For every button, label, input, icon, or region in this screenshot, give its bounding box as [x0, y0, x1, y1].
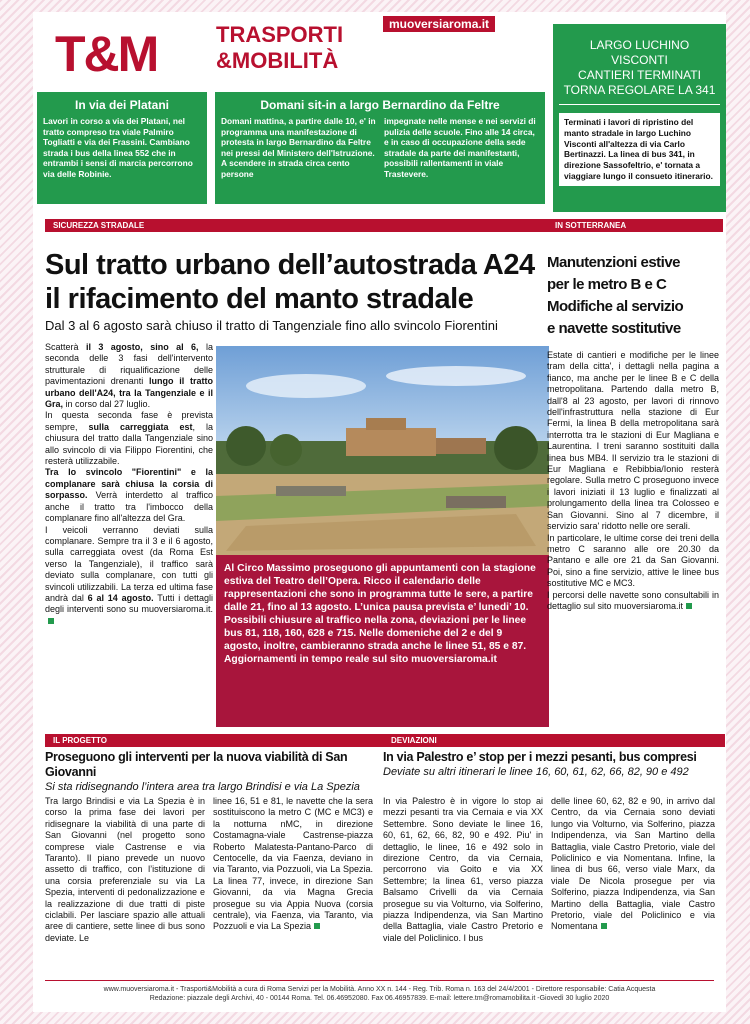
circo-massimo-photo [216, 346, 549, 555]
end-square-icon [314, 923, 320, 929]
box-visconti-inner [559, 113, 720, 186]
sotterranea-headline [547, 252, 722, 340]
deviazioni-subtitle: Deviate su altri itinerari le linee 16, 60, 61, 62, 66, 82, 90 e 492 [383, 766, 689, 778]
footer-line1: www.muoversiaroma.it - Trasporti&Mobilità a cura di Roma Servizi per la Mobilità. Anno XX n. 144 - Reg. Trib. Roma n. 163 del 24/4/2001 - Direttore responsabile: Catia Acquesta [103, 986, 656, 993]
sotterranea-title-l2: per le metro B e C [547, 276, 667, 293]
main-body [45, 342, 213, 627]
main-headline [45, 248, 550, 316]
logo-line2: &MOBILITÀ [216, 48, 339, 73]
main-p2: In questa seconda fase è prevista sempre, sulla carreggiata est, la chiusura del tratto dalla Tangenziale sino allo svincolo di via Filippo Fiorentini, che resterà utilizzabile. [45, 410, 214, 467]
box-feltre [215, 92, 545, 204]
site-tag[interactable]: muoversiaroma.it [383, 16, 495, 32]
deviazioni-col1 [383, 796, 543, 944]
deviazioni-col2 [551, 796, 715, 933]
main-p1: Scatterà il 3 agosto, sino al 6, la seconda delle 3 fasi dell'intervento strutturale di riqualificazione delle pavimentazioni drenanti lungo il tratto urbano dell'A24, tra la Tangenziale e il Gra, in corso dal 27 luglio. [45, 342, 213, 410]
progetto-col1-text: Tra largo Brindisi e via La Spezia è in corso la prima fase dei lavori per ridisegnare la viabilità di una parte di San Giovanni (nel progetto sono comprese viale Castrense e via Taranto). Il piano prevede un nuovo assetto di traffico, con l’istituzione di una corsia preferenziale su via La Spezia, interventi di pedonalizzazione e la realizzazione di due tratti di piste ciclabili. Per lasciare spazio alle attuali aree di cantiere, sette linee di bus sono deviate. Le [45, 796, 205, 943]
box-platani-text: Lavori in corso a via dei Platani, nel tratto compreso tra viale Palmiro Togliatti e via dei Frassini. Cambiano strada i bus della linea 552 che in entrambi i sensi di marcia percorrono via delle Robinie. [43, 116, 193, 179]
box-visconti-head [559, 28, 720, 105]
section-label: SICUREZZA STRADALE [53, 221, 145, 230]
box-visconti-text: Terminati i lavori di ripristino del manto stradale in largo Luchino Visconti all'altezza di via Carlo Bertinazzi. La linea di bus 341, in direzione Sassofeltrio, e' tornata a viaggiare lungo il consueto itinerario. [564, 117, 713, 181]
sotterranea-p3: I percorsi delle navette sono consultabili in dettaglio sul sito muoversiaroma.it [547, 589, 719, 611]
box-visconti-head-line1: LARGO LUCHINO VISCONTI [589, 38, 690, 67]
newspaper-page [33, 12, 726, 1012]
section-bar-sotterranea [547, 219, 723, 232]
circo-massimo-caption: Al Circo Massimo proseguono gli appuntamenti con la stagione estiva del Teatro dell’Opera. Ricco il calendario delle rappresentazioni che sono in programma tutte le sere, a partire dalle 21, fino al 13 agosto. L’unica pausa prevista e’ lunedi’ 10. Possibili chiusure al traffico nella zona, deviazioni per le linee bus 81, 118, 160, 628 e 715. Nelle domeniche del 2 e del 9 agosto, inoltre, cambieranno strada anche le linee 51, 85 e 87. Aggiornamenti in tempo reale sul sito muoversiaroma.it [216, 555, 549, 727]
main-headline-line1: Sul tratto urbano dell’autostrada A24 [45, 249, 535, 281]
box-feltre-title: Domani sit-in a largo Bernardino da Feltre [260, 98, 500, 112]
section-bar-progetto [45, 734, 391, 747]
deviazioni-col2-text: delle linee 60, 62, 82 e 90, in arrivo dal Centro, da via Cernaia sono deviati lungo via Volturno, via Solferino, piazza Indipendenza, via San Martino della Battaglia, viale Castro Pretorio, viale del Policlinico e via Nomentana. Infine, la linea di bus 66, verso viale Marx, da viale De Nicola prosegue per via Solferino, piazza Indipendenza, via San Martino della Battaglia, viale Castro Pretorio, viale del Policlinico e via Nomentana [551, 796, 715, 932]
main-p3: Tra lo svincolo "Fiorentini" e la complanare sarà chiusa la corsia di sorpasso. Verrà interdetto al traffico anche il tratto tra l'imbocco della complanare fino all'altezza del Gra. [45, 467, 213, 524]
progetto-title: Proseguono gli interventi per la nuova viabilità di San Giovanni [45, 750, 348, 779]
sotterranea-title-l4: e navette sostitutive [547, 320, 681, 337]
logo-words [216, 22, 343, 74]
end-square-icon [686, 603, 692, 609]
end-square-icon [601, 923, 607, 929]
main-headline-line2: il rifacimento del manto stradale [45, 283, 474, 315]
footer-line2: Redazione: piazzale degli Archivi, 40 - 00144 Roma. Tel. 06.46952080. Fax 06.46957839. E-mail: lettere.tm@romamobilita.it -Giovedì 30 luglio 2020 [149, 995, 610, 1002]
progetto-col2 [213, 796, 373, 933]
progetto-col1 [45, 796, 205, 944]
sotterranea-body [547, 350, 719, 612]
deviazioni-title: In via Palestro e’ stop per i mezzi pesanti, bus compresi [383, 750, 697, 764]
progetto-header [45, 750, 381, 794]
sotterranea-title-l3: Modifiche al servizio [547, 298, 684, 315]
sotterranea-p2: In particolare, le ultime corse dei treni della metro C saranno alle ore 20.30 da Pantano e alle ore 21 da San Giovanni. Poi, sino a fine servizio, attive le linee bus sostitutive MC e MC3. [547, 532, 719, 589]
main-subhead: Dal 3 al 6 agosto sarà chiuso il tratto di Tangenziale fino allo svincolo Fiorentini [45, 318, 498, 333]
sotterranea-p1: Estate di cantieri e modifiche per le linee tram della citta', i dettagli nella pagina a fianco, ma anche per le linee B e C della metropolitana. Partendo dalla metro B, dall'8 al 23 agosto, per lavori di rinnovo dell'infrastruttura nella stazione di Eur Fermi, la linea B della metropolitana sarà interrotta tra le stazioni di Eur Magliana e Laurentina. I treni saranno sostituiti dalla linea bus MB4. Il servizio tra le stazioni di Eur Magliana e Rebibbia/Ionio resterà regolare. Sulla metro C proseguono invece i lavori iniziati il 13 luglio e finalizzati al prolungamento della linea tra Colosseo e San Giovanni. Sino al 7 dicembre, il servizio sara' ridotto nelle ore serali. [547, 350, 719, 532]
box-visconti [553, 24, 726, 212]
photo-illustration [216, 346, 549, 555]
box-feltre-col1: Domani mattina, a partire dalle 10, e' in programma una manifestazione di protesta in largo Bernardino da Feltre nei pressi del Ministero dell'Istruzione. A scendere in strada circa cento persone [221, 116, 376, 179]
deviazioni-header [383, 750, 719, 779]
logo-abbrev: T&M [55, 26, 158, 82]
main-p4: I veicoli verranno deviati sulla complanare. Sempre tra il 3 e il 6 agosto, sulla carreggiata ovest (da Roma Est verso la Tangenziale), il traffico sarà deviato sulla complanare, con tutti gli svincoli utilizzabili. La terza ed ultima fase andrà dal 6 al 14 agosto. Tutti i dettagli degli interventi sono su muoversiaroma.it. [45, 525, 213, 628]
section-label: DEVIAZIONI [391, 736, 437, 745]
sotterranea-title-l1: Manutenzioni estive [547, 254, 681, 271]
end-square-icon [48, 618, 54, 624]
deviazioni-col1-text: In via Palestro è in vigore lo stop ai mezzi pesanti tra via Cernaia e via XX Settembre. Sono deviate le linee 16, 60, 61, 62, 66, 82, 90 e 492. Piu' in dettaglio, le linee, 16 e 492 solo in direzione Centro, da via Cernaia, percorrono via Goito e via XX Settembre; la linea 61, verso piazza Balsamo Crivelli da via Cernaia prosegue su via Volturno, via Solferino, piazza Indipendenza, via San Martino della Battaglia, viale Castro Pretorio e viale del Policlinico. I bus [383, 796, 543, 943]
section-bar-deviazioni [383, 734, 725, 747]
footer-rule [45, 980, 714, 981]
section-bar-sicurezza [45, 219, 549, 232]
box-visconti-head-line2: CANTIERI TERMINATI [578, 68, 701, 82]
box-platani [37, 92, 207, 204]
section-label: IN SOTTERRANEA [555, 221, 627, 230]
section-label: IL PROGETTO [53, 736, 107, 745]
box-feltre-col2: impegnate nelle mense e nei servizi di pulizia delle scuole. Fino alle 14 circa, e in caso di occupazione della sede stradale da parte dei manifestanti, possibili rallentamenti in viale Trastevere. [384, 116, 536, 179]
progetto-col2-text: linee 16, 51 e 81, le navette che la sera sostituiscono la metro C (MC e MC3) e la notturna nMC, in direzione Costamagna-viale Castrense-piazza Roberto Malatesta-Pantano-Parco di Centocelle, da via Faenza, deviano in via Taranto, via Pozzuoli, via La Spezia. La linea 77, invece, in direzione San Giovanni, da via Magna Grecia prosegue su via Appia Nuova (corsia centrale), via Faenza, via Taranto, via Pozzuoli e via La Spezia [213, 796, 373, 932]
box-platani-title: In via dei Platani [74, 98, 170, 112]
footer [33, 985, 726, 1003]
progetto-subtitle: Si sta ridisegnando l’intera area tra largo Brindisi e via La Spezia [45, 781, 360, 793]
logo-line1: TRASPORTI [216, 22, 344, 47]
box-visconti-head-line3: TORNA REGOLARE LA 341 [563, 83, 716, 97]
